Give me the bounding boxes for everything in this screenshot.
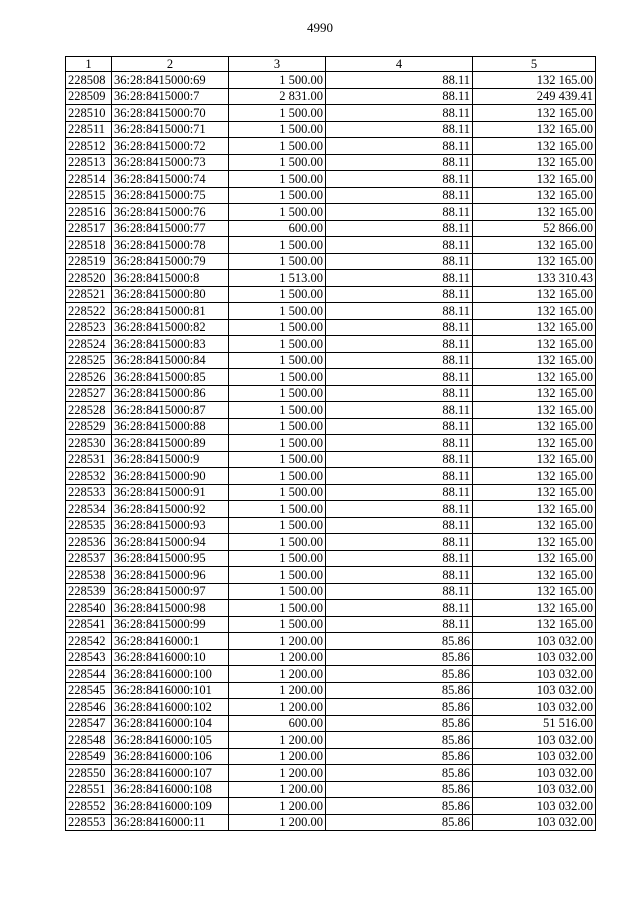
table-body bbox=[66, 72, 596, 831]
row-number-cell: 228538 bbox=[66, 567, 112, 584]
row-number-cell: 228514 bbox=[66, 171, 112, 188]
value-cell: 249 439.41 bbox=[473, 88, 596, 105]
value-cell: 132 165.00 bbox=[473, 534, 596, 551]
row-number-cell: 228539 bbox=[66, 583, 112, 600]
table-row bbox=[66, 286, 596, 303]
value-cell: 132 165.00 bbox=[473, 451, 596, 468]
cadastral-number-cell: 36:28:8416000:100 bbox=[112, 666, 229, 683]
table-row bbox=[66, 517, 596, 534]
cadastral-number-cell: 36:28:8415000:91 bbox=[112, 484, 229, 501]
table-row bbox=[66, 633, 596, 650]
area-cell: 1 500.00 bbox=[229, 154, 326, 171]
cadastral-number-cell: 36:28:8415000:70 bbox=[112, 105, 229, 122]
value-cell: 132 165.00 bbox=[473, 105, 596, 122]
page-number: 4990 bbox=[307, 20, 333, 35]
value-cell: 132 165.00 bbox=[473, 121, 596, 138]
cadastral-number-cell: 36:28:8415000:84 bbox=[112, 352, 229, 369]
row-number-cell: 228531 bbox=[66, 451, 112, 468]
value-cell: 132 165.00 bbox=[473, 319, 596, 336]
area-cell: 1 500.00 bbox=[229, 550, 326, 567]
rate-cell: 88.11 bbox=[326, 534, 473, 551]
area-cell: 1 500.00 bbox=[229, 72, 326, 89]
table-row bbox=[66, 583, 596, 600]
rate-cell: 88.11 bbox=[326, 286, 473, 303]
value-cell: 132 165.00 bbox=[473, 138, 596, 155]
rate-cell: 88.11 bbox=[326, 468, 473, 485]
table-row bbox=[66, 187, 596, 204]
value-cell: 132 165.00 bbox=[473, 550, 596, 567]
row-number-cell: 228532 bbox=[66, 468, 112, 485]
area-cell: 1 500.00 bbox=[229, 583, 326, 600]
cadastral-number-cell: 36:28:8415000:93 bbox=[112, 517, 229, 534]
rate-cell: 88.11 bbox=[326, 121, 473, 138]
area-cell: 1 500.00 bbox=[229, 138, 326, 155]
cadastral-number-cell: 36:28:8415000:82 bbox=[112, 319, 229, 336]
rate-cell: 88.11 bbox=[326, 303, 473, 320]
table-row bbox=[66, 666, 596, 683]
row-number-cell: 228536 bbox=[66, 534, 112, 551]
cadastral-number-cell: 36:28:8415000:79 bbox=[112, 253, 229, 270]
cadastral-number-cell: 36:28:8415000:89 bbox=[112, 435, 229, 452]
value-cell: 132 165.00 bbox=[473, 616, 596, 633]
cadastral-number-cell: 36:28:8415000:98 bbox=[112, 600, 229, 617]
row-number-cell: 228546 bbox=[66, 699, 112, 716]
cadastral-number-cell: 36:28:8415000:85 bbox=[112, 369, 229, 386]
value-cell: 132 165.00 bbox=[473, 567, 596, 584]
table-row bbox=[66, 699, 596, 716]
row-number-cell: 228550 bbox=[66, 765, 112, 782]
value-cell: 132 165.00 bbox=[473, 237, 596, 254]
row-number-cell: 228513 bbox=[66, 154, 112, 171]
value-cell: 52 866.00 bbox=[473, 220, 596, 237]
row-number-cell: 228510 bbox=[66, 105, 112, 122]
cadastral-number-cell: 36:28:8415000:71 bbox=[112, 121, 229, 138]
value-cell: 132 165.00 bbox=[473, 468, 596, 485]
row-number-cell: 228508 bbox=[66, 72, 112, 89]
area-cell: 1 200.00 bbox=[229, 798, 326, 815]
table-row bbox=[66, 567, 596, 584]
value-cell: 103 032.00 bbox=[473, 798, 596, 815]
cadastral-number-cell: 36:28:8415000:81 bbox=[112, 303, 229, 320]
column-header-5: 5 bbox=[473, 57, 596, 72]
row-number-cell: 228528 bbox=[66, 402, 112, 419]
value-cell: 132 165.00 bbox=[473, 484, 596, 501]
row-number-cell: 228520 bbox=[66, 270, 112, 287]
value-cell: 132 165.00 bbox=[473, 72, 596, 89]
table-row bbox=[66, 732, 596, 749]
rate-cell: 85.86 bbox=[326, 814, 473, 831]
cadastral-number-cell: 36:28:8415000:74 bbox=[112, 171, 229, 188]
cadastral-number-cell: 36:28:8415000:8 bbox=[112, 270, 229, 287]
cadastral-number-cell: 36:28:8415000:73 bbox=[112, 154, 229, 171]
value-cell: 132 165.00 bbox=[473, 154, 596, 171]
area-cell: 1 500.00 bbox=[229, 237, 326, 254]
header-row bbox=[66, 57, 596, 72]
table-row bbox=[66, 154, 596, 171]
rate-cell: 85.86 bbox=[326, 633, 473, 650]
rate-cell: 85.86 bbox=[326, 798, 473, 815]
table-row bbox=[66, 220, 596, 237]
row-number-cell: 228511 bbox=[66, 121, 112, 138]
value-cell: 132 165.00 bbox=[473, 204, 596, 221]
cadastral-number-cell: 36:28:8415000:7 bbox=[112, 88, 229, 105]
row-number-cell: 228530 bbox=[66, 435, 112, 452]
area-cell: 1 500.00 bbox=[229, 385, 326, 402]
cadastral-number-cell: 36:28:8415000:90 bbox=[112, 468, 229, 485]
row-number-cell: 228519 bbox=[66, 253, 112, 270]
rate-cell: 88.11 bbox=[326, 319, 473, 336]
area-cell: 1 500.00 bbox=[229, 484, 326, 501]
cadastral-number-cell: 36:28:8416000:109 bbox=[112, 798, 229, 815]
cadastral-number-cell: 36:28:8415000:95 bbox=[112, 550, 229, 567]
rate-cell: 88.11 bbox=[326, 600, 473, 617]
area-cell: 1 500.00 bbox=[229, 616, 326, 633]
cadastral-number-cell: 36:28:8415000:72 bbox=[112, 138, 229, 155]
area-cell: 600.00 bbox=[229, 220, 326, 237]
cadastral-number-cell: 36:28:8415000:92 bbox=[112, 501, 229, 518]
rate-cell: 88.11 bbox=[326, 270, 473, 287]
cadastral-number-cell: 36:28:8416000:105 bbox=[112, 732, 229, 749]
value-cell: 132 165.00 bbox=[473, 517, 596, 534]
value-cell: 132 165.00 bbox=[473, 352, 596, 369]
rate-cell: 85.86 bbox=[326, 699, 473, 716]
row-number-cell: 228524 bbox=[66, 336, 112, 353]
row-number-cell: 228551 bbox=[66, 781, 112, 798]
value-cell: 132 165.00 bbox=[473, 385, 596, 402]
column-header-2: 2 bbox=[112, 57, 229, 72]
area-cell: 1 500.00 bbox=[229, 303, 326, 320]
rate-cell: 85.86 bbox=[326, 748, 473, 765]
rate-cell: 88.11 bbox=[326, 501, 473, 518]
area-cell: 1 500.00 bbox=[229, 501, 326, 518]
cadastral-number-cell: 36:28:8415000:9 bbox=[112, 451, 229, 468]
area-cell: 1 500.00 bbox=[229, 435, 326, 452]
value-cell: 103 032.00 bbox=[473, 814, 596, 831]
cadastral-number-cell: 36:28:8415000:87 bbox=[112, 402, 229, 419]
rate-cell: 88.11 bbox=[326, 616, 473, 633]
value-cell: 103 032.00 bbox=[473, 633, 596, 650]
cadastral-number-cell: 36:28:8415000:97 bbox=[112, 583, 229, 600]
table-row bbox=[66, 270, 596, 287]
value-cell: 132 165.00 bbox=[473, 418, 596, 435]
row-number-cell: 228533 bbox=[66, 484, 112, 501]
value-cell: 103 032.00 bbox=[473, 699, 596, 716]
cadastral-number-cell: 36:28:8415000:96 bbox=[112, 567, 229, 584]
rate-cell: 88.11 bbox=[326, 204, 473, 221]
value-cell: 132 165.00 bbox=[473, 253, 596, 270]
value-cell: 132 165.00 bbox=[473, 369, 596, 386]
table-row bbox=[66, 121, 596, 138]
cadastral-number-cell: 36:28:8415000:77 bbox=[112, 220, 229, 237]
table-row bbox=[66, 88, 596, 105]
table-row bbox=[66, 402, 596, 419]
cadastral-number-cell: 36:28:8416000:108 bbox=[112, 781, 229, 798]
value-cell: 103 032.00 bbox=[473, 765, 596, 782]
table-row bbox=[66, 237, 596, 254]
table-row bbox=[66, 253, 596, 270]
row-number-cell: 228523 bbox=[66, 319, 112, 336]
value-cell: 132 165.00 bbox=[473, 187, 596, 204]
area-cell: 1 500.00 bbox=[229, 534, 326, 551]
rate-cell: 88.11 bbox=[326, 517, 473, 534]
row-number-cell: 228548 bbox=[66, 732, 112, 749]
table-row bbox=[66, 303, 596, 320]
column-header-4: 4 bbox=[326, 57, 473, 72]
area-cell: 1 500.00 bbox=[229, 121, 326, 138]
cadastral-number-cell: 36:28:8416000:102 bbox=[112, 699, 229, 716]
area-cell: 1 200.00 bbox=[229, 699, 326, 716]
table-row bbox=[66, 319, 596, 336]
area-cell: 1 500.00 bbox=[229, 600, 326, 617]
table-row bbox=[66, 468, 596, 485]
value-cell: 103 032.00 bbox=[473, 666, 596, 683]
cadastral-number-cell: 36:28:8415000:75 bbox=[112, 187, 229, 204]
table-row bbox=[66, 418, 596, 435]
table-row bbox=[66, 534, 596, 551]
rate-cell: 85.86 bbox=[326, 682, 473, 699]
table-row bbox=[66, 765, 596, 782]
row-number-cell: 228521 bbox=[66, 286, 112, 303]
value-cell: 132 165.00 bbox=[473, 303, 596, 320]
value-cell: 103 032.00 bbox=[473, 748, 596, 765]
row-number-cell: 228522 bbox=[66, 303, 112, 320]
row-number-cell: 228549 bbox=[66, 748, 112, 765]
row-number-cell: 228552 bbox=[66, 798, 112, 815]
cadastral-number-cell: 36:28:8416000:10 bbox=[112, 649, 229, 666]
rate-cell: 85.86 bbox=[326, 732, 473, 749]
table-row bbox=[66, 550, 596, 567]
table-row bbox=[66, 501, 596, 518]
value-cell: 132 165.00 bbox=[473, 501, 596, 518]
cadastral-number-cell: 36:28:8415000:78 bbox=[112, 237, 229, 254]
rate-cell: 88.11 bbox=[326, 484, 473, 501]
area-cell: 1 500.00 bbox=[229, 336, 326, 353]
area-cell: 1 200.00 bbox=[229, 682, 326, 699]
area-cell: 1 200.00 bbox=[229, 732, 326, 749]
area-cell: 1 500.00 bbox=[229, 402, 326, 419]
area-cell: 1 200.00 bbox=[229, 649, 326, 666]
rate-cell: 88.11 bbox=[326, 567, 473, 584]
rate-cell: 88.11 bbox=[326, 418, 473, 435]
value-cell: 132 165.00 bbox=[473, 435, 596, 452]
cadastral-number-cell: 36:28:8415000:83 bbox=[112, 336, 229, 353]
area-cell: 1 500.00 bbox=[229, 517, 326, 534]
cadastral-number-cell: 36:28:8415000:76 bbox=[112, 204, 229, 221]
rate-cell: 88.11 bbox=[326, 154, 473, 171]
cadastral-number-cell: 36:28:8416000:104 bbox=[112, 715, 229, 732]
cadastral-number-cell: 36:28:8415000:88 bbox=[112, 418, 229, 435]
area-cell: 1 200.00 bbox=[229, 814, 326, 831]
row-number-cell: 228512 bbox=[66, 138, 112, 155]
value-cell: 51 516.00 bbox=[473, 715, 596, 732]
table-row bbox=[66, 385, 596, 402]
table-row bbox=[66, 781, 596, 798]
rate-cell: 88.11 bbox=[326, 237, 473, 254]
rate-cell: 88.11 bbox=[326, 583, 473, 600]
rate-cell: 88.11 bbox=[326, 187, 473, 204]
row-number-cell: 228553 bbox=[66, 814, 112, 831]
area-cell: 1 200.00 bbox=[229, 765, 326, 782]
value-cell: 132 165.00 bbox=[473, 583, 596, 600]
rate-cell: 85.86 bbox=[326, 649, 473, 666]
column-header-1: 1 bbox=[66, 57, 112, 72]
value-cell: 133 310.43 bbox=[473, 270, 596, 287]
row-number-cell: 228526 bbox=[66, 369, 112, 386]
rate-cell: 88.11 bbox=[326, 88, 473, 105]
area-cell: 1 500.00 bbox=[229, 418, 326, 435]
value-cell: 103 032.00 bbox=[473, 732, 596, 749]
value-cell: 132 165.00 bbox=[473, 286, 596, 303]
cadastral-number-cell: 36:28:8415000:69 bbox=[112, 72, 229, 89]
rate-cell: 85.86 bbox=[326, 781, 473, 798]
rate-cell: 88.11 bbox=[326, 402, 473, 419]
rate-cell: 88.11 bbox=[326, 336, 473, 353]
area-cell: 1 500.00 bbox=[229, 352, 326, 369]
row-number-cell: 228525 bbox=[66, 352, 112, 369]
value-cell: 103 032.00 bbox=[473, 682, 596, 699]
table-row bbox=[66, 435, 596, 452]
area-cell: 1 500.00 bbox=[229, 451, 326, 468]
area-cell: 1 500.00 bbox=[229, 204, 326, 221]
cadastral-number-cell: 36:28:8416000:11 bbox=[112, 814, 229, 831]
rate-cell: 88.11 bbox=[326, 105, 473, 122]
cadastral-number-cell: 36:28:8416000:106 bbox=[112, 748, 229, 765]
rate-cell: 88.11 bbox=[326, 435, 473, 452]
cadastral-number-cell: 36:28:8415000:80 bbox=[112, 286, 229, 303]
registry-table bbox=[65, 56, 596, 831]
table-row bbox=[66, 715, 596, 732]
row-number-cell: 228516 bbox=[66, 204, 112, 221]
rate-cell: 88.11 bbox=[326, 253, 473, 270]
cadastral-number-cell: 36:28:8416000:107 bbox=[112, 765, 229, 782]
area-cell: 1 500.00 bbox=[229, 253, 326, 270]
row-number-cell: 228509 bbox=[66, 88, 112, 105]
row-number-cell: 228534 bbox=[66, 501, 112, 518]
row-number-cell: 228540 bbox=[66, 600, 112, 617]
row-number-cell: 228547 bbox=[66, 715, 112, 732]
cadastral-number-cell: 36:28:8415000:99 bbox=[112, 616, 229, 633]
table-row bbox=[66, 682, 596, 699]
cadastral-number-cell: 36:28:8415000:86 bbox=[112, 385, 229, 402]
area-cell: 1 200.00 bbox=[229, 781, 326, 798]
row-number-cell: 228542 bbox=[66, 633, 112, 650]
table-row bbox=[66, 204, 596, 221]
row-number-cell: 228535 bbox=[66, 517, 112, 534]
area-cell: 1 513.00 bbox=[229, 270, 326, 287]
area-cell: 1 500.00 bbox=[229, 369, 326, 386]
row-number-cell: 228515 bbox=[66, 187, 112, 204]
rate-cell: 88.11 bbox=[326, 352, 473, 369]
area-cell: 1 500.00 bbox=[229, 286, 326, 303]
area-cell: 1 200.00 bbox=[229, 666, 326, 683]
rate-cell: 88.11 bbox=[326, 138, 473, 155]
table-row bbox=[66, 798, 596, 815]
table-row bbox=[66, 336, 596, 353]
area-cell: 2 831.00 bbox=[229, 88, 326, 105]
area-cell: 1 500.00 bbox=[229, 319, 326, 336]
area-cell: 1 500.00 bbox=[229, 468, 326, 485]
table-row bbox=[66, 72, 596, 89]
value-cell: 132 165.00 bbox=[473, 402, 596, 419]
row-number-cell: 228541 bbox=[66, 616, 112, 633]
table-row bbox=[66, 451, 596, 468]
cadastral-number-cell: 36:28:8416000:101 bbox=[112, 682, 229, 699]
value-cell: 103 032.00 bbox=[473, 781, 596, 798]
rate-cell: 85.86 bbox=[326, 666, 473, 683]
table-row bbox=[66, 649, 596, 666]
table-row bbox=[66, 484, 596, 501]
area-cell: 1 500.00 bbox=[229, 171, 326, 188]
area-cell: 1 200.00 bbox=[229, 633, 326, 650]
value-cell: 103 032.00 bbox=[473, 649, 596, 666]
table-row bbox=[66, 748, 596, 765]
table-row bbox=[66, 138, 596, 155]
table-row bbox=[66, 600, 596, 617]
rate-cell: 88.11 bbox=[326, 451, 473, 468]
table-row bbox=[66, 814, 596, 831]
row-number-cell: 228517 bbox=[66, 220, 112, 237]
cadastral-number-cell: 36:28:8416000:1 bbox=[112, 633, 229, 650]
row-number-cell: 228529 bbox=[66, 418, 112, 435]
row-number-cell: 228537 bbox=[66, 550, 112, 567]
column-header-3: 3 bbox=[229, 57, 326, 72]
table-row bbox=[66, 105, 596, 122]
rate-cell: 88.11 bbox=[326, 220, 473, 237]
area-cell: 1 200.00 bbox=[229, 748, 326, 765]
rate-cell: 88.11 bbox=[326, 550, 473, 567]
value-cell: 132 165.00 bbox=[473, 600, 596, 617]
rate-cell: 88.11 bbox=[326, 72, 473, 89]
row-number-cell: 228544 bbox=[66, 666, 112, 683]
table-row bbox=[66, 352, 596, 369]
value-cell: 132 165.00 bbox=[473, 171, 596, 188]
rate-cell: 88.11 bbox=[326, 369, 473, 386]
row-number-cell: 228518 bbox=[66, 237, 112, 254]
area-cell: 1 500.00 bbox=[229, 567, 326, 584]
row-number-cell: 228545 bbox=[66, 682, 112, 699]
rate-cell: 88.11 bbox=[326, 171, 473, 188]
table-row bbox=[66, 369, 596, 386]
value-cell: 132 165.00 bbox=[473, 336, 596, 353]
rate-cell: 85.86 bbox=[326, 765, 473, 782]
row-number-cell: 228543 bbox=[66, 649, 112, 666]
rate-cell: 88.11 bbox=[326, 385, 473, 402]
rate-cell: 85.86 bbox=[326, 715, 473, 732]
area-cell: 1 500.00 bbox=[229, 187, 326, 204]
table-row bbox=[66, 616, 596, 633]
area-cell: 1 500.00 bbox=[229, 105, 326, 122]
row-number-cell: 228527 bbox=[66, 385, 112, 402]
area-cell: 600.00 bbox=[229, 715, 326, 732]
cadastral-number-cell: 36:28:8415000:94 bbox=[112, 534, 229, 551]
table-row bbox=[66, 171, 596, 188]
